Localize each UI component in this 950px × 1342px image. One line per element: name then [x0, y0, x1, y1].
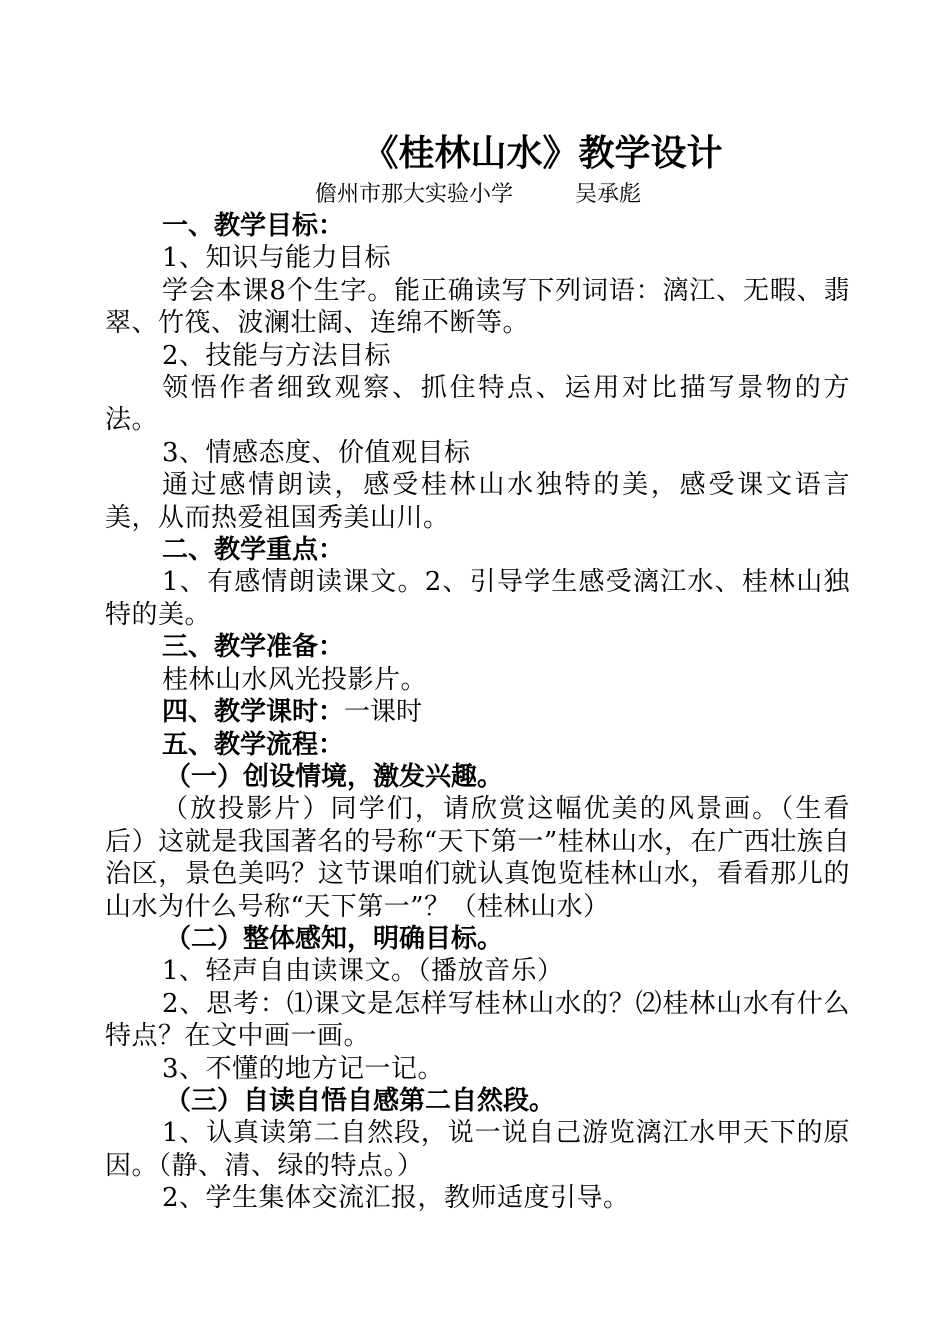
objective-2-title: 2、技能与方法目标 [162, 340, 392, 371]
preparation-text: 桂林山水风光投影片。 [162, 664, 428, 695]
section-heading-preparation: 三、教学准备： [162, 632, 345, 663]
step-3-item-2: 2、学生集体交流汇报，教师适度引导。 [162, 1183, 630, 1214]
objective-3-title: 3、情感态度、价值观目标 [162, 437, 471, 468]
document-page [105, 128, 850, 1215]
objective-1-text: 学会本课8个生字。能正确读写下列词语：漓江、无暇、翡翠、竹筏、波澜壮阔、连绵不断等。 [105, 275, 850, 339]
step-2-item-2: 2、思考：⑴课文是怎样写桂林山水的？⑵桂林山水有什么特点？在文中画一画。 [105, 988, 850, 1052]
byline [105, 180, 850, 210]
objective-3-text: 通过感情朗读，感受桂林山水独特的美，感受课文语言美，从而热爱祖国秀美山川。 [105, 470, 850, 533]
step-2-item-1: 1、轻声自由读课文。（播放音乐） [162, 956, 564, 987]
step-1-text: （放投影片）同学们，请欣赏这幅优美的风景画。（生看后）这就是我国著名的号称“天下第一”桂林山水，在广西壮族自治区，景色美吗？这节课咱们就认真饱览桂林山水，看看那儿的山水为什么号称“天下第一”？（桂林山水） [105, 794, 850, 922]
periods-label: 四、教学课时： [162, 697, 345, 728]
author-name: 吴承彪 [575, 182, 642, 207]
step-3-heading: （三）自读自悟自感第二自然段。 [165, 1085, 556, 1116]
periods-value: 一课时 [344, 697, 423, 728]
objective-2-text: 领悟作者细致观察、抓住特点、运用对比描写景物的方法。 [105, 373, 850, 436]
step-2-item-3: 3、不懂的地方记一记。 [162, 1053, 445, 1084]
section-heading-key-points: 二、教学重点： [162, 535, 345, 566]
section-heading-objectives: 一、教学目标： [162, 211, 345, 241]
objective-1-title: 1、知识与能力目标 [162, 243, 392, 274]
key-points-text: 1、有感情朗读课文。2、引导学生感受漓江水、桂林山独特的美。 [105, 567, 850, 630]
step-1-heading: （一）创设情境，激发兴趣。 [165, 761, 504, 792]
step-2-heading: （二）整体感知，明确目标。 [165, 923, 504, 954]
step-3-item-1: 1、认真读第二自然段，说一说自己游览漓江水甲天下的原因。（静、清、绿的特点。） [105, 1118, 850, 1181]
section-heading-process: 五、教学流程： [162, 729, 345, 760]
school-name: 儋州市那大实验小学 [315, 182, 514, 207]
section-heading-periods [105, 696, 850, 728]
document-title: 《桂林山水》教学设计 [362, 133, 723, 174]
